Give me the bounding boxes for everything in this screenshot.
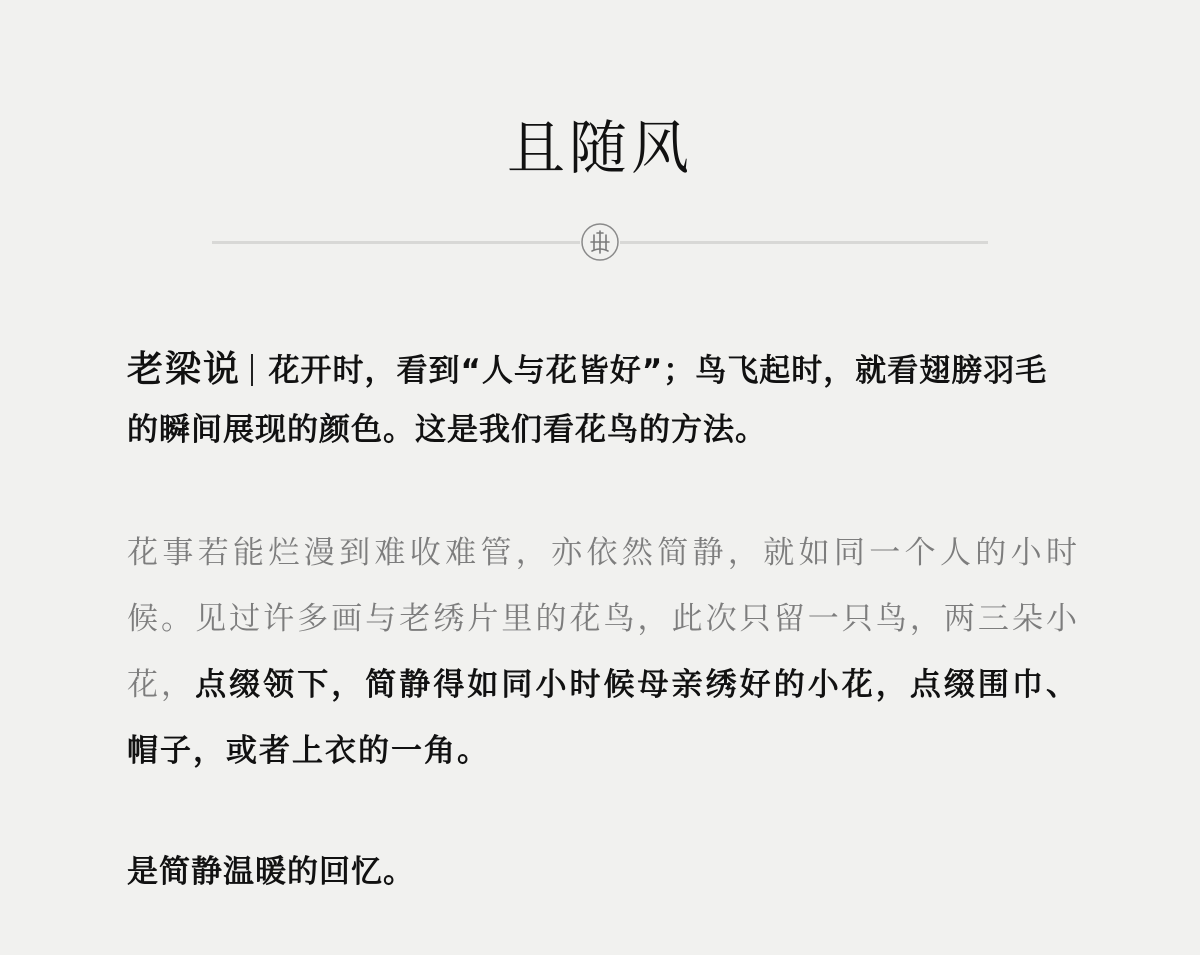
body-paragraph xyxy=(127,520,1079,784)
divider-line-right xyxy=(620,241,988,244)
page-title: 且随风 xyxy=(506,114,693,182)
speaker-label: 老梁说 xyxy=(127,349,242,390)
closing-line: 是简静温暖的回忆。 xyxy=(127,854,415,890)
body-text-dark: 点缀领下，简静得如同小时候母亲绣好的小花，点缀围巾、帽子，或者上衣的一角。 xyxy=(127,667,1080,769)
intro-text: 花开时，看到“人与花皆好”；鸟飞起时，就看翅膀羽毛的瞬间展现的颜色。这是我们看花鸟的方法。 xyxy=(127,353,1048,448)
title-divider xyxy=(212,222,988,262)
speaker-separator xyxy=(251,354,253,386)
seal-icon xyxy=(580,222,620,262)
intro-paragraph xyxy=(127,340,1079,460)
body-text-light: 花事若能烂漫到难收难管，亦依然简静，就如同一个人的小时候。见过许多画与老绣片里的花鸟，此次只留一只鸟，两三朵小花， xyxy=(127,535,1079,703)
divider-line-left xyxy=(212,241,580,244)
